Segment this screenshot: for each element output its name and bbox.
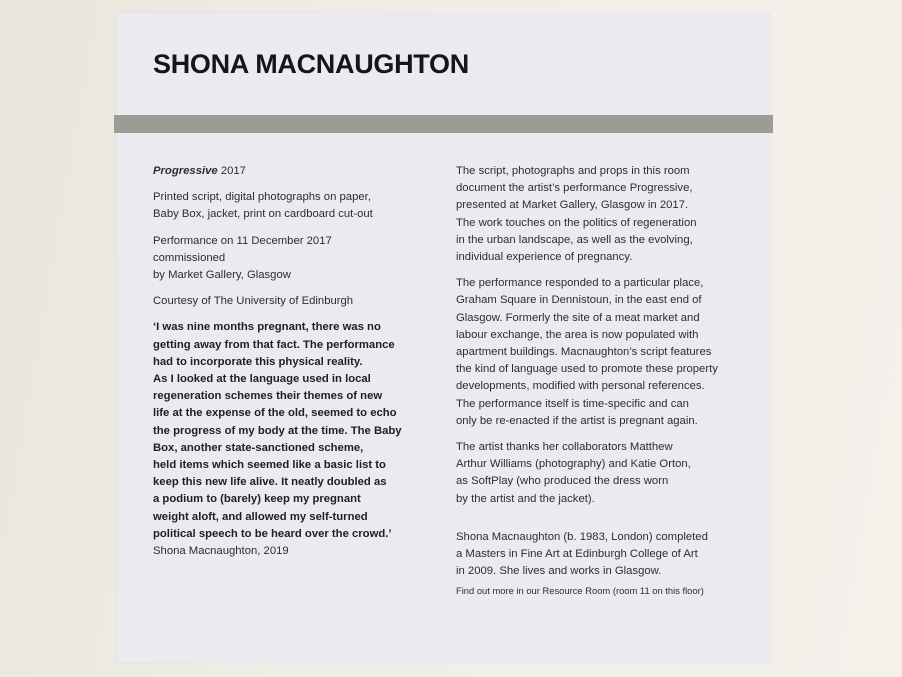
paragraph-line: only be re-enacted if the artist is pregnant again. <box>456 414 698 427</box>
paragraph-line: in the urban landscape, as well as the evolving, <box>456 233 693 246</box>
paragraph-line: by the artist and the jacket). <box>456 492 595 505</box>
paragraph-line: individual experience of pregnancy. <box>456 251 633 264</box>
quote-line: held items which seemed like a basic list to <box>153 459 386 472</box>
paragraph-line: The performance itself is time-specific and can <box>456 397 689 410</box>
quote-line: the progress of my body at the time. The Baby <box>153 424 402 437</box>
paragraph-line: Shona Macnaughton (b. 1983, London) completed <box>456 530 708 543</box>
paragraph-line: Arthur Williams (photography) and Katie Orton, <box>456 458 691 471</box>
performance-line: Performance on 11 December 2017 commissioned <box>153 234 332 264</box>
quote-line: keep this new life alive. It neatly doubled as <box>153 476 387 489</box>
resource-room-note: Find out more in our Resource Room (room 11 on this floor) <box>456 585 704 597</box>
work-title-line <box>153 163 403 180</box>
quote-line: ‘I was nine months pregnant, there was no <box>153 321 381 334</box>
quote-line: Box, another state-sanctioned scheme, <box>153 441 364 454</box>
paragraph-line: apartment buildings. Macnaughton’s script features <box>456 346 712 359</box>
right-column <box>456 163 746 598</box>
quote-line: getting away from that fact. The performance <box>153 338 395 351</box>
quote-line: a podium to (barely) keep my pregnant <box>153 493 361 506</box>
quote-line: had to incorporate this physical reality. <box>153 355 363 368</box>
courtesy-line: Courtesy of The University of Edinburgh <box>153 295 354 308</box>
quote-line: political speech to be heard over the crowd.’ <box>153 527 392 540</box>
quote-line: weight aloft, and allowed my self-turned <box>153 510 368 523</box>
description-paragraph-1 <box>456 163 746 266</box>
quote-attribution: Shona Macnaughton, 2019 <box>153 545 289 558</box>
paragraph-line: The artist thanks her collaborators Matthew <box>456 441 673 454</box>
paragraph-line: presented at Market Gallery, Glasgow in 2017. <box>456 199 689 212</box>
artist-quote <box>153 319 403 560</box>
performance-line: by Market Gallery, Glasgow <box>153 269 291 282</box>
paragraph-line: a Masters in Fine Art at Edinburgh College of Art <box>456 548 698 561</box>
paragraph-line: Glasgow. Formerly the site of a meat market and <box>456 311 700 324</box>
description-paragraph-2 <box>456 275 746 430</box>
quote-line: life at the expense of the old, seemed to echo <box>153 407 397 420</box>
paragraph-line: The work touches on the politics of regeneration <box>456 216 697 229</box>
divider-bar <box>114 115 773 133</box>
quote-line: As I looked at the language used in local <box>153 373 371 386</box>
materials-line: Baby Box, jacket, print on cardboard cut-out <box>153 208 373 221</box>
artist-bio <box>456 529 746 581</box>
wall-label-panel <box>117 13 770 663</box>
materials-line: Printed script, digital photographs on paper, <box>153 191 371 204</box>
paragraph-line: document the artist’s performance Progressive, <box>456 182 693 195</box>
materials <box>153 189 403 223</box>
paragraph-line: The performance responded to a particular place, <box>456 277 704 290</box>
paragraph-line: labour exchange, the area is now populated with <box>456 328 699 341</box>
quote-line: regeneration schemes their themes of new <box>153 390 383 403</box>
left-column <box>153 163 403 569</box>
paragraph-line: The script, photographs and props in this room <box>456 165 690 177</box>
paragraph-line: the kind of language used to promote these property <box>456 363 718 376</box>
work-year: 2017 <box>220 165 246 177</box>
performance-credit <box>153 233 403 285</box>
paragraph-line: Graham Square in Dennistoun, in the east end of <box>456 294 702 307</box>
paragraph-line: developments, modified with personal references. <box>456 380 705 393</box>
artist-name-heading: SHONA MACNAUGHTON <box>153 49 469 79</box>
paragraph-line: as SoftPlay (who produced the dress worn <box>456 475 669 488</box>
paragraph-line: in 2009. She lives and works in Glasgow. <box>456 565 662 578</box>
acknowledgements-paragraph <box>456 439 746 508</box>
work-title: Progressive <box>153 165 218 177</box>
